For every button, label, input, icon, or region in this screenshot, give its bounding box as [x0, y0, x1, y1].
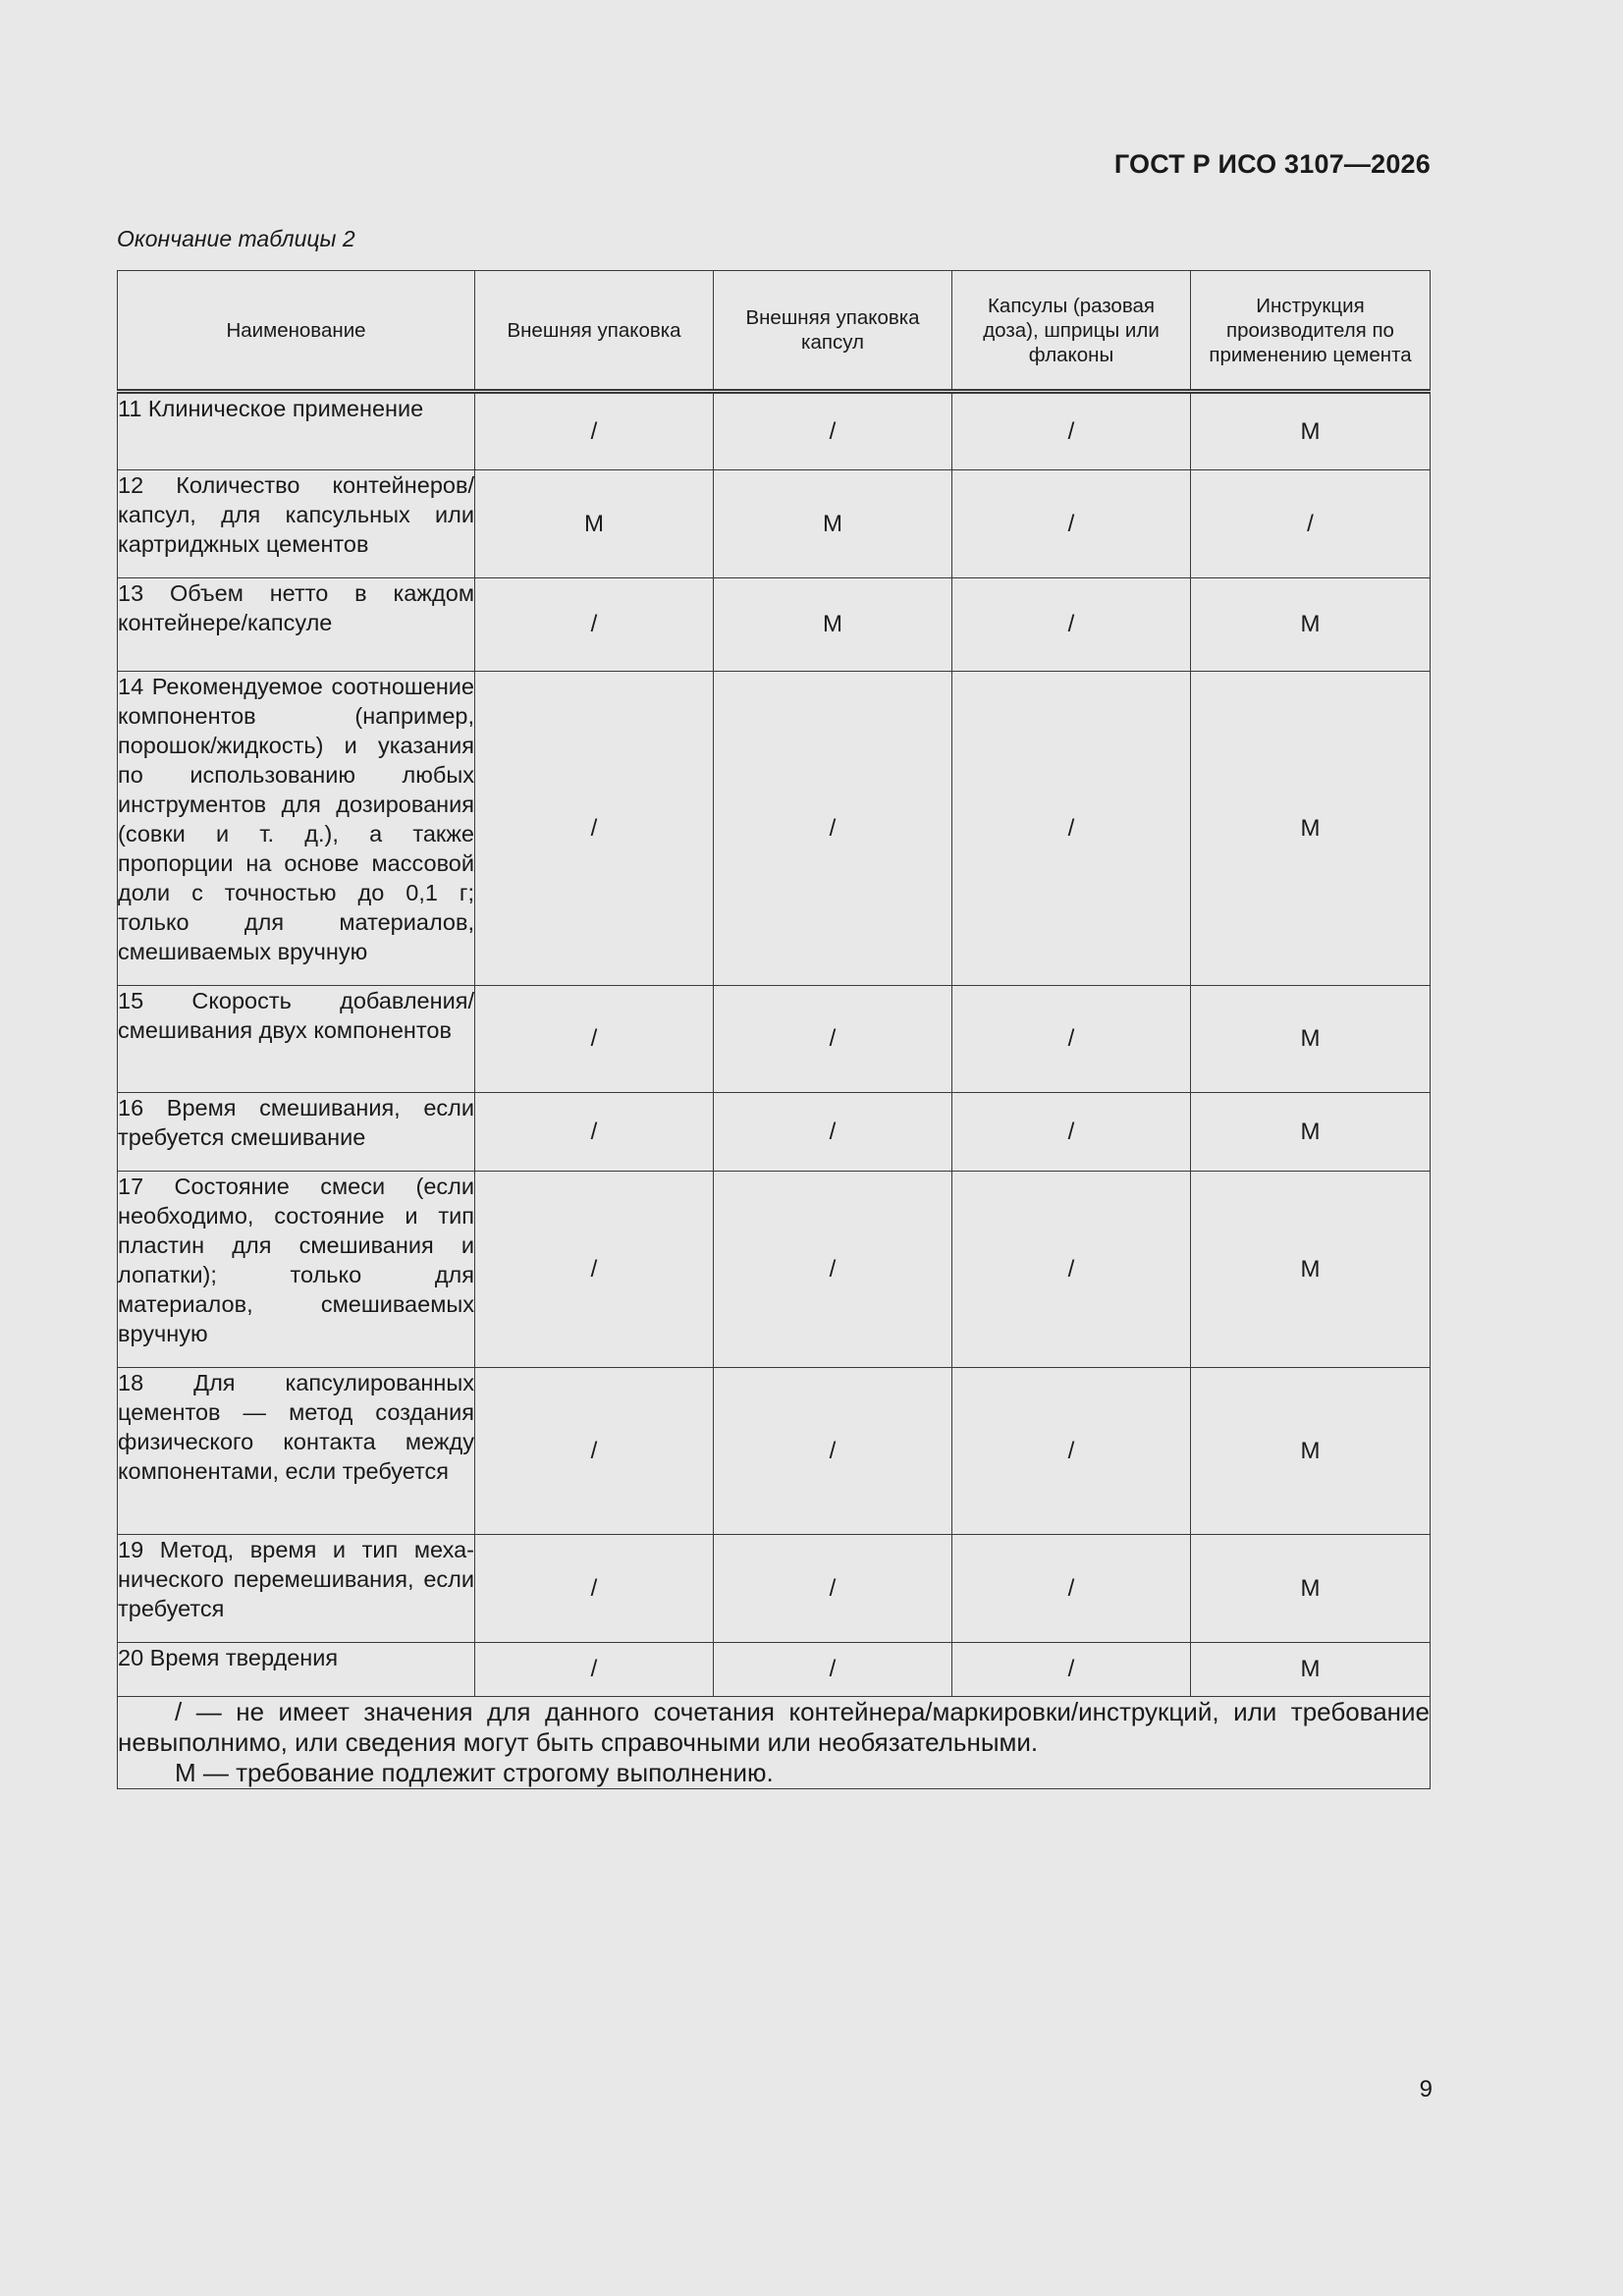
column-header-name: Наименование — [118, 271, 475, 392]
cell-value: M — [1191, 392, 1431, 470]
table-row — [118, 1643, 1431, 1697]
cell-value: M — [475, 470, 714, 578]
table-row — [118, 672, 1431, 986]
cell-value: / — [714, 1172, 952, 1368]
cell-value: / — [952, 1093, 1191, 1172]
cell-value: / — [952, 578, 1191, 672]
note-slash-meaning: / — не имеет значения для данного сочетания контейнера/маркировки/инструкций, или требование невыполнимо, или сведения могут быть справочными или необязательными. — [118, 1697, 1430, 1757]
table-header-row — [118, 271, 1431, 392]
cell-value: / — [475, 1172, 714, 1368]
cell-value: / — [952, 672, 1191, 986]
row-name: 20 Время твердения — [118, 1643, 475, 1697]
table-row — [118, 470, 1431, 578]
table-row — [118, 1172, 1431, 1368]
cell-value: / — [952, 1643, 1191, 1697]
requirements-table — [117, 270, 1431, 1789]
cell-value: / — [952, 1535, 1191, 1643]
cell-value: / — [475, 1093, 714, 1172]
column-header-capsules: Капсулы (разовая доза), шприцы или флаконы — [952, 271, 1191, 392]
note-m-meaning: M — требование подлежит строгому выполнению. — [175, 1758, 774, 1787]
cell-value: M — [714, 578, 952, 672]
cell-value: M — [1191, 578, 1431, 672]
cell-value: / — [952, 986, 1191, 1093]
table-row — [118, 1535, 1431, 1643]
row-name: 14 Рекомендуемое соотношение компонентов (например, порошок/жидкость) и указания по использованию любых инструментов для дозирования (совки и т. д.), а также пропорции на основе массовой доли с точностью до 0,1 г; только для материалов, смешиваемых вручную — [118, 672, 475, 986]
cell-value: / — [714, 986, 952, 1093]
row-name: 16 Время смешивания, если требуется смешивание — [118, 1093, 475, 1172]
cell-value: / — [714, 1643, 952, 1697]
cell-value: / — [714, 392, 952, 470]
table-row — [118, 1093, 1431, 1172]
row-name: 15 Скорость добавления/ смешивания двух компонентов — [118, 986, 475, 1093]
row-name: 13 Объем нетто в каждом контейнере/капсуле — [118, 578, 475, 672]
cell-value: M — [1191, 672, 1431, 986]
cell-value: / — [714, 1093, 952, 1172]
cell-value: / — [952, 1172, 1191, 1368]
table-notes-row — [118, 1697, 1431, 1789]
cell-value: / — [714, 1368, 952, 1535]
cell-value: M — [1191, 1368, 1431, 1535]
table-caption: Окончание таблицы 2 — [117, 226, 355, 251]
row-name: 19 Метод, время и тип механического перемешивания, если требуется — [118, 1535, 475, 1643]
cell-value: / — [475, 578, 714, 672]
cell-value: / — [475, 1643, 714, 1697]
cell-value: / — [475, 1368, 714, 1535]
cell-value: M — [1191, 986, 1431, 1093]
cell-value: / — [475, 672, 714, 986]
row-name: 12 Количество контейнеров/капсул, для капсульных или картриджных цементов — [118, 470, 475, 578]
row-name: 17 Состояние смеси (если необходимо, состояние и тип пластин для смешивания и лопатки); только для материалов, смешиваемых вручную — [118, 1172, 475, 1368]
cell-value: M — [1191, 1643, 1431, 1697]
cell-value: / — [952, 392, 1191, 470]
page-number: 9 — [1419, 2076, 1433, 2103]
cell-value: M — [714, 470, 952, 578]
cell-value: / — [952, 1368, 1191, 1535]
table-row — [118, 578, 1431, 672]
table-row — [118, 1368, 1431, 1535]
cell-value: M — [1191, 1535, 1431, 1643]
cell-value: / — [952, 470, 1191, 578]
column-header-outer-package: Внешняя упаковка — [475, 271, 714, 392]
column-header-outer-capsule-package: Внешняя упаковка капсул — [714, 271, 952, 392]
cell-value: / — [714, 1535, 952, 1643]
document-number: ГОСТ Р ИСО 3107—2026 — [1113, 149, 1431, 179]
cell-value: / — [475, 986, 714, 1093]
cell-value: M — [1191, 1172, 1431, 1368]
cell-value: / — [1191, 470, 1431, 578]
column-header-instructions: Инструкция производителя по применению цемента — [1191, 271, 1431, 392]
cell-value: / — [714, 672, 952, 986]
cell-value: / — [475, 392, 714, 470]
table-row — [118, 392, 1431, 470]
table-row — [118, 986, 1431, 1093]
row-name: 18 Для капсулированных цементов — метод создания физического контакта между компонентами, если требуется — [118, 1368, 475, 1535]
table-notes — [118, 1697, 1431, 1789]
row-name: 11 Клиническое применение — [118, 392, 475, 470]
cell-value: / — [475, 1535, 714, 1643]
cell-value: M — [1191, 1093, 1431, 1172]
